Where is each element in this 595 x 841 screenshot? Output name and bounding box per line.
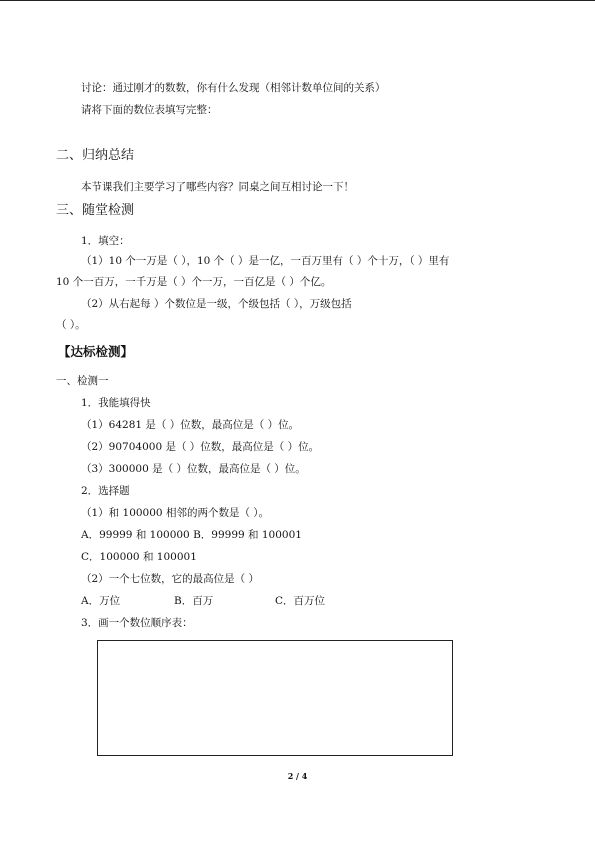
answer-box <box>97 640 453 756</box>
quick-fill-item: （2）90704000 是（ ）位数，最高位是（ ）位。 <box>81 441 320 453</box>
section-2-body: 本节课我们主要学习了哪些内容？同桌之间互相讨论一下！ <box>81 181 354 193</box>
choice-title: 2．选择题 <box>81 485 130 497</box>
fill-in-q2-line-1: （2）从右起每 ）个数位是一级，个级包括（ ），万级包括 <box>81 298 352 310</box>
draw-table-title: 3．画一个数位顺序表： <box>81 617 193 629</box>
fill-in-q1-line-1: （1）10 个一万是（ ），10 个（ ）是一亿，一百万里有（ ）个十万，（ ）里有 <box>81 255 450 267</box>
choice-q1-options-ab: A．99999 和 100000 B．99999 和 100001 <box>81 529 302 541</box>
test-part-1: 一、检测一 <box>56 375 109 387</box>
fill-in-title: 1．填空： <box>81 235 130 247</box>
quick-fill-item: （3）300000 是（ ）位数，最高位是（ ）位。 <box>81 463 306 475</box>
quick-fill-title: 1．我能填得快 <box>81 397 151 409</box>
page-number: 2 / 4 <box>287 771 308 781</box>
standard-test-heading: 【达标检测】 <box>58 344 134 359</box>
choice-q1: （1）和 100000 相邻的两个数是（ ）。 <box>81 507 270 519</box>
quick-fill-item: （1）64281 是（ ）位数，最高位是（ ）位。 <box>81 419 300 431</box>
choice-q2-option-c: C．百万位 <box>275 595 326 607</box>
section-2-heading: 二、归纳总结 <box>56 148 135 163</box>
discussion-line-2: 请将下面的数位表填写完整： <box>81 104 218 116</box>
section-3-heading: 三、随堂检测 <box>56 203 135 218</box>
fill-in-q2-line-2: （ ）。 <box>56 319 86 331</box>
choice-q2-option-b: B．百万 <box>174 595 214 607</box>
fill-in-q1-line-2: 10 个一百万，一千万是（ ）个一万，一百亿是（ ）个亿。 <box>56 276 332 288</box>
choice-q1-option-c: C．100000 和 100001 <box>81 551 197 563</box>
discussion-line-1: 讨论：通过刚才的数数，你有什么发现（相邻计数单位间的关系） <box>81 82 386 94</box>
top-rule <box>0 0 595 1</box>
choice-q2: （2）一个七位数，它的最高位是（ ） <box>81 573 260 585</box>
choice-q2-option-a: A．万位 <box>81 595 121 607</box>
